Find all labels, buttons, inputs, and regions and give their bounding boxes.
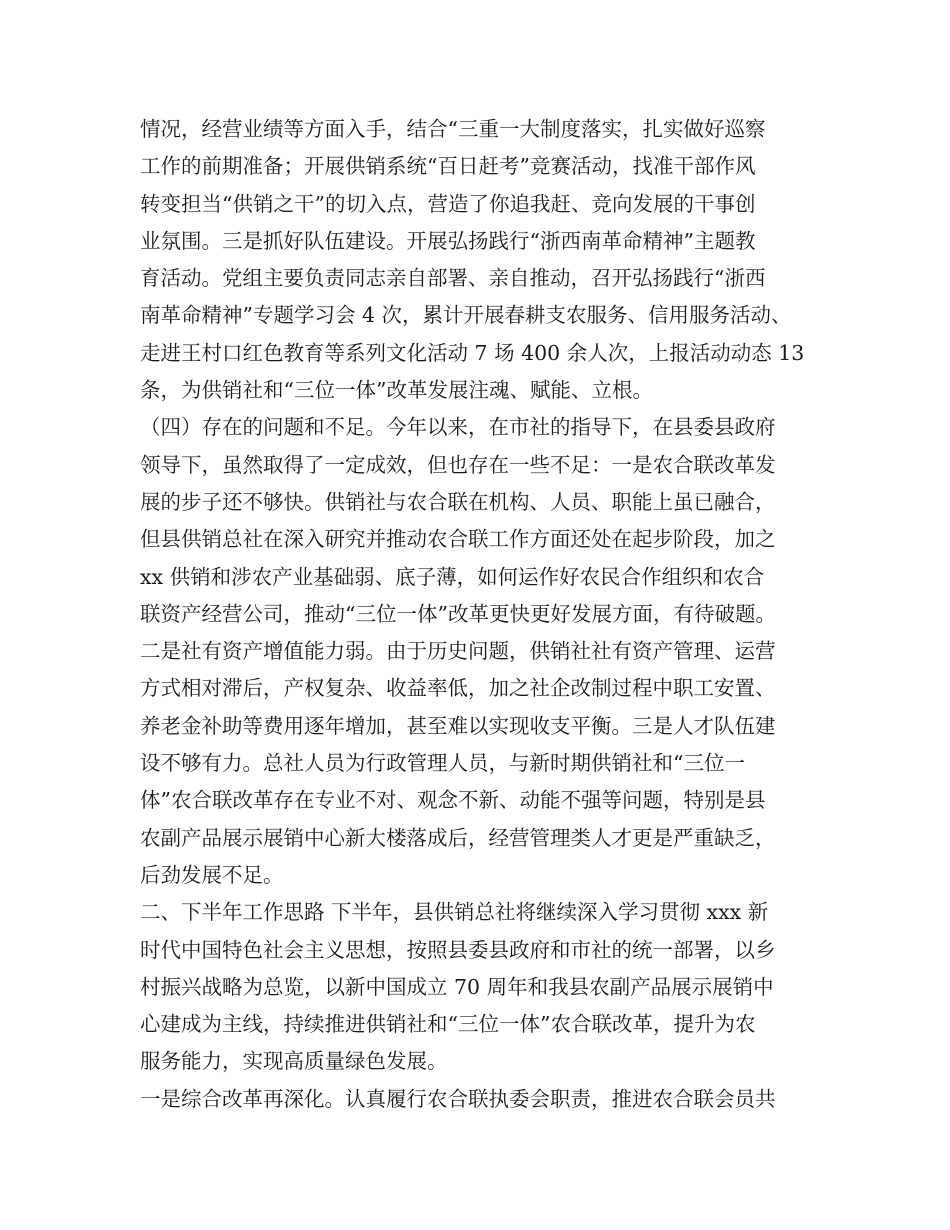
text-line: 心建成为主线，持续推进供销社和“三位一体”农合联改革，提升为农 (140, 1012, 756, 1037)
text-line: 服务能力，实现高质量绿色发展。 (140, 1049, 448, 1074)
text-line: xx 供销和涉农产业基础弱、底子薄，如何运作好农民合作组织和农合 (140, 564, 765, 589)
text-line: 条，为供销社和“三位一体”改革发展注魂、赋能、立根。 (140, 378, 653, 403)
text-line: 转变担当“供销之干”的切入点，营造了你追我赶、竞向发展的干事创 (140, 191, 756, 216)
text-line: 情况，经营业绩等方面入手，结合“三重一大制度落实，扎实做好巡察 (140, 117, 766, 141)
text-line: （四）存在的问题和不足。今年以来，在市社的指导下，在县委县政府 (140, 415, 776, 440)
text-line: 二、下半年工作思路 下半年，县供销总社将继续深入学习贯彻 xxx 新 (140, 900, 769, 925)
text-line: 养老金补助等费用逐年增加，甚至难以实现收支平衡。三是人才队伍建 (140, 713, 776, 738)
text-line: 展的步子还不够快。供销社与农合联在机构、人员、职能上虽已融合， (140, 489, 776, 514)
text-line: 体”农合联改革存在专业不对、观念不新、动能不强等问题，特别是县 (140, 788, 766, 813)
text-line: 育活动。党组主要负责同志亲自部署、亲自推动，召开弘扬践行“浙西 (140, 266, 766, 291)
text-line: 二是社有资产增值能力弱。由于历史问题，供销社社有资产管理、运营 (140, 639, 776, 664)
text-line: 但县供销总社在深入研究并推动农合联工作方面还处在起步阶段，加之 (140, 527, 776, 552)
text-line: 走进王村口红色教育等系列文化活动 7 场 400 余人次，上报活动动态 13 (140, 340, 805, 365)
text-line: 一是综合改革再深化。认真履行农合联执委会职责，推进农合联会员共 (140, 1086, 776, 1111)
text-line: 时代中国特色社会主义思想，按照县委县政府和市社的统一部署，以乡 (140, 937, 776, 962)
text-line: 南革命精神”专题学习会 4 次，累计开展春耕支农服务、信用服务活动、 (140, 303, 792, 328)
text-line: 农副产品展示展销中心新大楼落成后，经营管理类人才更是严重缺乏， (140, 825, 776, 850)
text-line: 设不够有力。总社人员为行政管理人员，与新时期供销社和“三位一 (140, 751, 745, 776)
text-line: 村振兴战略为总览，以新中国成立 70 周年和我县农副产品展示展销中 (140, 974, 774, 999)
text-line: 联资产经营公司，推动“三位一体”改革更快更好发展方面，有待破题。 (140, 601, 776, 626)
text-line: 工作的前期准备；开展供销系统“百日赶考”竞赛活动，找准干部作风 (140, 154, 756, 179)
text-line: 业氛围。三是抓好队伍建设。开展弘扬践行“浙西南革命精神”主题教 (140, 228, 756, 253)
document-body (140, 111, 840, 1118)
text-line: 方式相对滞后，产权复杂、收益率低，加之社企改制过程中职工安置、 (140, 676, 776, 701)
text-line: 领导下，虽然取得了一定成效，但也存在一些不足：一是农合联改革发 (140, 452, 776, 477)
text-line: 后劲发展不足。 (140, 862, 284, 887)
